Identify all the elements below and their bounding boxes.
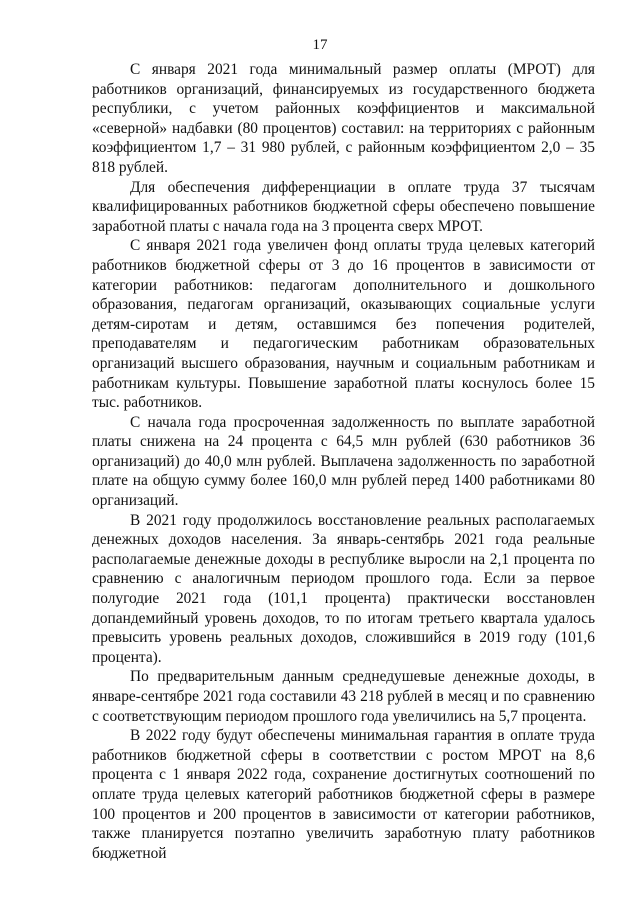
paragraph: В 2021 году продолжилось восстановление реальных располагаемых денежных доходов населения. За январь-сентябрь 2021 года реальные располагаемые денежные доходы в республике выросли на 2,1 процента по сравнению с аналогичным периодом прошлого года. Если за первое полугодие 2021 года (101,1 процента) практически восстановлен допандемийный уровень доходов, то по итогам третьего квартала удалось превысить уровень реальных доходов, сложившийся в 2019 году (101,6 процента). bbox=[92, 511, 595, 666]
paragraph: С января 2021 года увеличен фонд оплаты труда целевых категорий работников бюджетной сферы от 3 до 16 процентов в зависимости от категории работников: педагогам дополнительного и дошкольного образования, педагогам организаций, оказывающих социальные услуги детям-сиротам и детям, оставшимся без попечения родителей, преподавателям и педагогическим работникам образовательных организаций высшего образования, научным и социальным работникам и работникам культуры. Повышение заработной платы коснулось более 15 тыс. работников. bbox=[92, 237, 595, 412]
page-number: 17 bbox=[312, 37, 328, 53]
paragraph: С начала года просроченная задолженность по выплате заработной платы снижена на 24 процента с 64,5 млн рублей (630 работников 36 организаций) до 40,0 млн рублей. Выплачена задолженность по заработной плате на общую сумму более 160,0 млн рублей перед 1400 работниками 80 организаций. bbox=[92, 413, 595, 510]
paragraph: Для обеспечения дифференциации в оплате труда 37 тысячам квалифицированных работников бюджетной сферы обеспечено повышение заработной платы с начала года на 3 процента сверх МРОТ. bbox=[92, 178, 595, 235]
paragraph: По предварительным данным среднедушевые денежные доходы, в январе-сентябре 2021 года составили 43 218 рублей в месяц и по сравнению с соответствующим периодом прошлого года увеличились на 5,7 процента. bbox=[92, 668, 595, 725]
paragraph: В 2022 году будут обеспечены минимальная гарантия в оплате труда работников бюджетной сферы в соответствии с ростом МРОТ на 8,6 процента с 1 января 2022 года, сохранение достигнутых соотношений по оплате труда целевых категорий работников бюджетной сферы в размере 100 процентов и 200 процентов в зависимости от категории работников, также планируется поэтапно увеличить заработную плату работников бюджетной bbox=[92, 727, 595, 862]
body-text bbox=[92, 60, 595, 863]
paragraph: С января 2021 года минимальный размер оплаты (МРОТ) для работников организаций, финансируемых из государственного бюджета республики, с учетом районных коэффициентов и максимальной «северной» надбавки (80 процентов) составил: на территориях с районным коэффициентом 1,7 – 31 980 рублей, с районным коэффициентом 2,0 – 35 818 рублей. bbox=[92, 61, 595, 176]
